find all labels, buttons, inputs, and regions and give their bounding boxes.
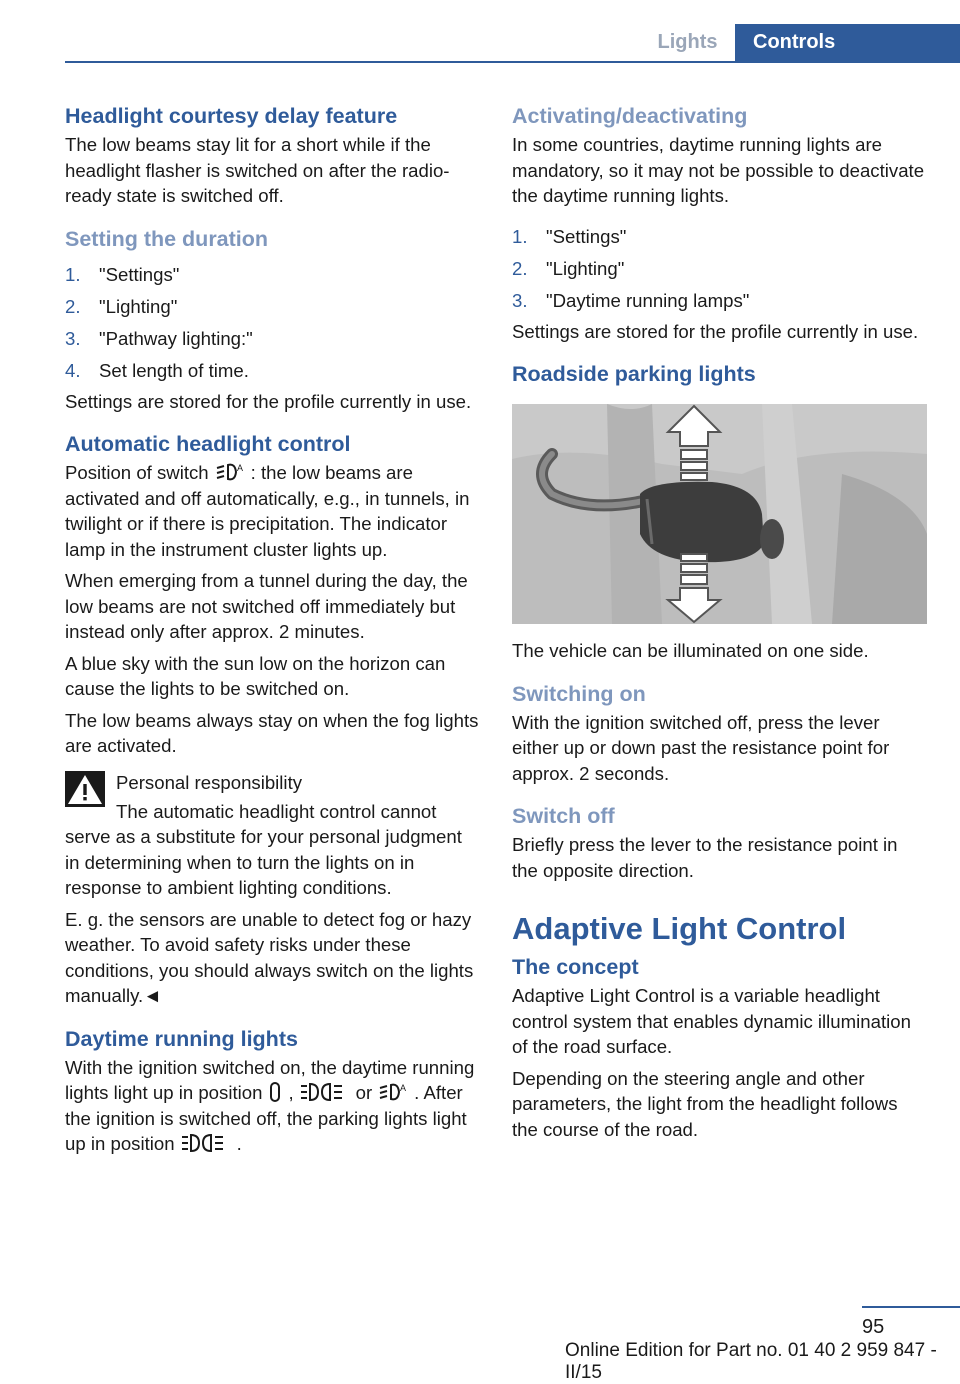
parking-light-icon xyxy=(181,1132,231,1154)
warning-end: E. g. the sensors are unable to detect fog or hazy weather. To avoid safety risks under these conditions, you should always switch on the lights manually.◄ xyxy=(65,908,474,1006)
chapter-tab: Controls xyxy=(735,24,960,61)
activate-body: In some countries, daytime running lights are mandatory, so it may not be possible to deactivate the daytime running lights. xyxy=(512,134,925,206)
section-tab: Lights xyxy=(657,31,718,53)
concept-p1: Adaptive Light Control is a variable headlight control system that enables dynamic illumination of the road surface. xyxy=(512,985,911,1057)
left-column xyxy=(65,100,480,1157)
drl-body: With the ignition switched on, the daytime running lights light up in position , or A . After the ignition is switched off, the parking lights light up in position . xyxy=(65,1056,475,1154)
switch-off-heading: Switch off xyxy=(512,804,615,828)
roadside-caption: The vehicle can be illuminated on one side. xyxy=(512,640,869,661)
right-column xyxy=(512,100,927,1142)
concept-p2: Depending on the steering angle and other parameters, the light from the headlight follows the course of the road. xyxy=(512,1067,898,1140)
switch-on-body: With the ignition switched off, press the lever either up or down past the resistance point for approx. 2 seconds. xyxy=(512,711,890,784)
duration-heading: Setting the duration xyxy=(65,226,269,251)
duration-note: Settings are stored for the profile currently in use. xyxy=(65,390,472,412)
off-position-icon xyxy=(268,1081,282,1103)
list-item: 2. "Lighting" xyxy=(65,295,178,317)
warning-block xyxy=(65,767,480,901)
auto-light-icon xyxy=(215,461,245,483)
list-item: 1. "Settings" xyxy=(65,263,180,285)
activate-heading: Activating/deactivating xyxy=(512,104,748,128)
list-item: 1. "Settings" xyxy=(512,225,627,247)
footer-rule xyxy=(862,1306,960,1308)
alc-title: Adaptive Light Control xyxy=(512,911,847,946)
svg-text:A: A xyxy=(400,1083,407,1093)
warning-triangle-icon xyxy=(65,771,105,807)
list-item: 3. "Daytime running lamps" xyxy=(512,289,750,311)
warning-body: The automatic headlight control cannot serve as a substitute for your personal judgment in determining when to turn the lights on in response to ambient lighting conditions. xyxy=(65,800,462,898)
courtesy-body: The low beams stay lit for a short while if the headlight flasher is switched on after the radio-ready state is switched off. xyxy=(65,134,450,206)
courtesy-heading: Headlight courtesy delay feature xyxy=(65,104,398,128)
list-item: 2. "Lighting" xyxy=(512,257,625,279)
switch-off-body: Briefly press the lever to the resistance point in the opposite direction. xyxy=(512,834,898,881)
warning-title: Personal responsibility xyxy=(116,771,303,793)
list-item: 4. Set length of time. xyxy=(65,359,249,381)
auto-p1: Position of switch A : the low beams are activated and off automatically, e.g., in tunnels, in twilight or if there is precipitation. The indicator lamp in the instrument cluster lights up. xyxy=(65,462,470,560)
header-rule xyxy=(65,61,960,63)
auto-light-icon xyxy=(378,1081,408,1103)
activate-note: Settings are stored for the profile currently in use. xyxy=(512,320,919,342)
activate-steps xyxy=(512,221,927,317)
concept-heading: The concept xyxy=(512,955,639,979)
auto-p4: The low beams always stay on when the fog lights are activated. xyxy=(65,709,479,756)
page-number: 95 xyxy=(862,1316,885,1338)
auto-p2: When emerging from a tunnel during the day, the low beams are not switched off immediately but instead only after approx. 2 minutes. xyxy=(65,570,468,642)
lever-illustration xyxy=(512,404,927,624)
auto-p3: A blue sky with the sun low on the horizon can cause the lights to be switched on. xyxy=(65,652,446,699)
switch-on-heading: Switching on xyxy=(512,681,646,706)
running-header xyxy=(640,24,960,61)
edition-footer: Online Edition for Part no. 01 40 2 959 847 - II/15 xyxy=(565,1340,937,1383)
drl-heading: Daytime running lights xyxy=(65,1026,298,1051)
svg-text:A: A xyxy=(236,463,243,473)
parking-light-icon xyxy=(300,1081,350,1103)
list-item: 3. "Pathway lighting:" xyxy=(65,327,253,349)
auto-heading: Automatic headlight control xyxy=(65,432,351,456)
duration-steps xyxy=(65,259,480,387)
roadside-heading: Roadside parking lights xyxy=(512,362,756,386)
